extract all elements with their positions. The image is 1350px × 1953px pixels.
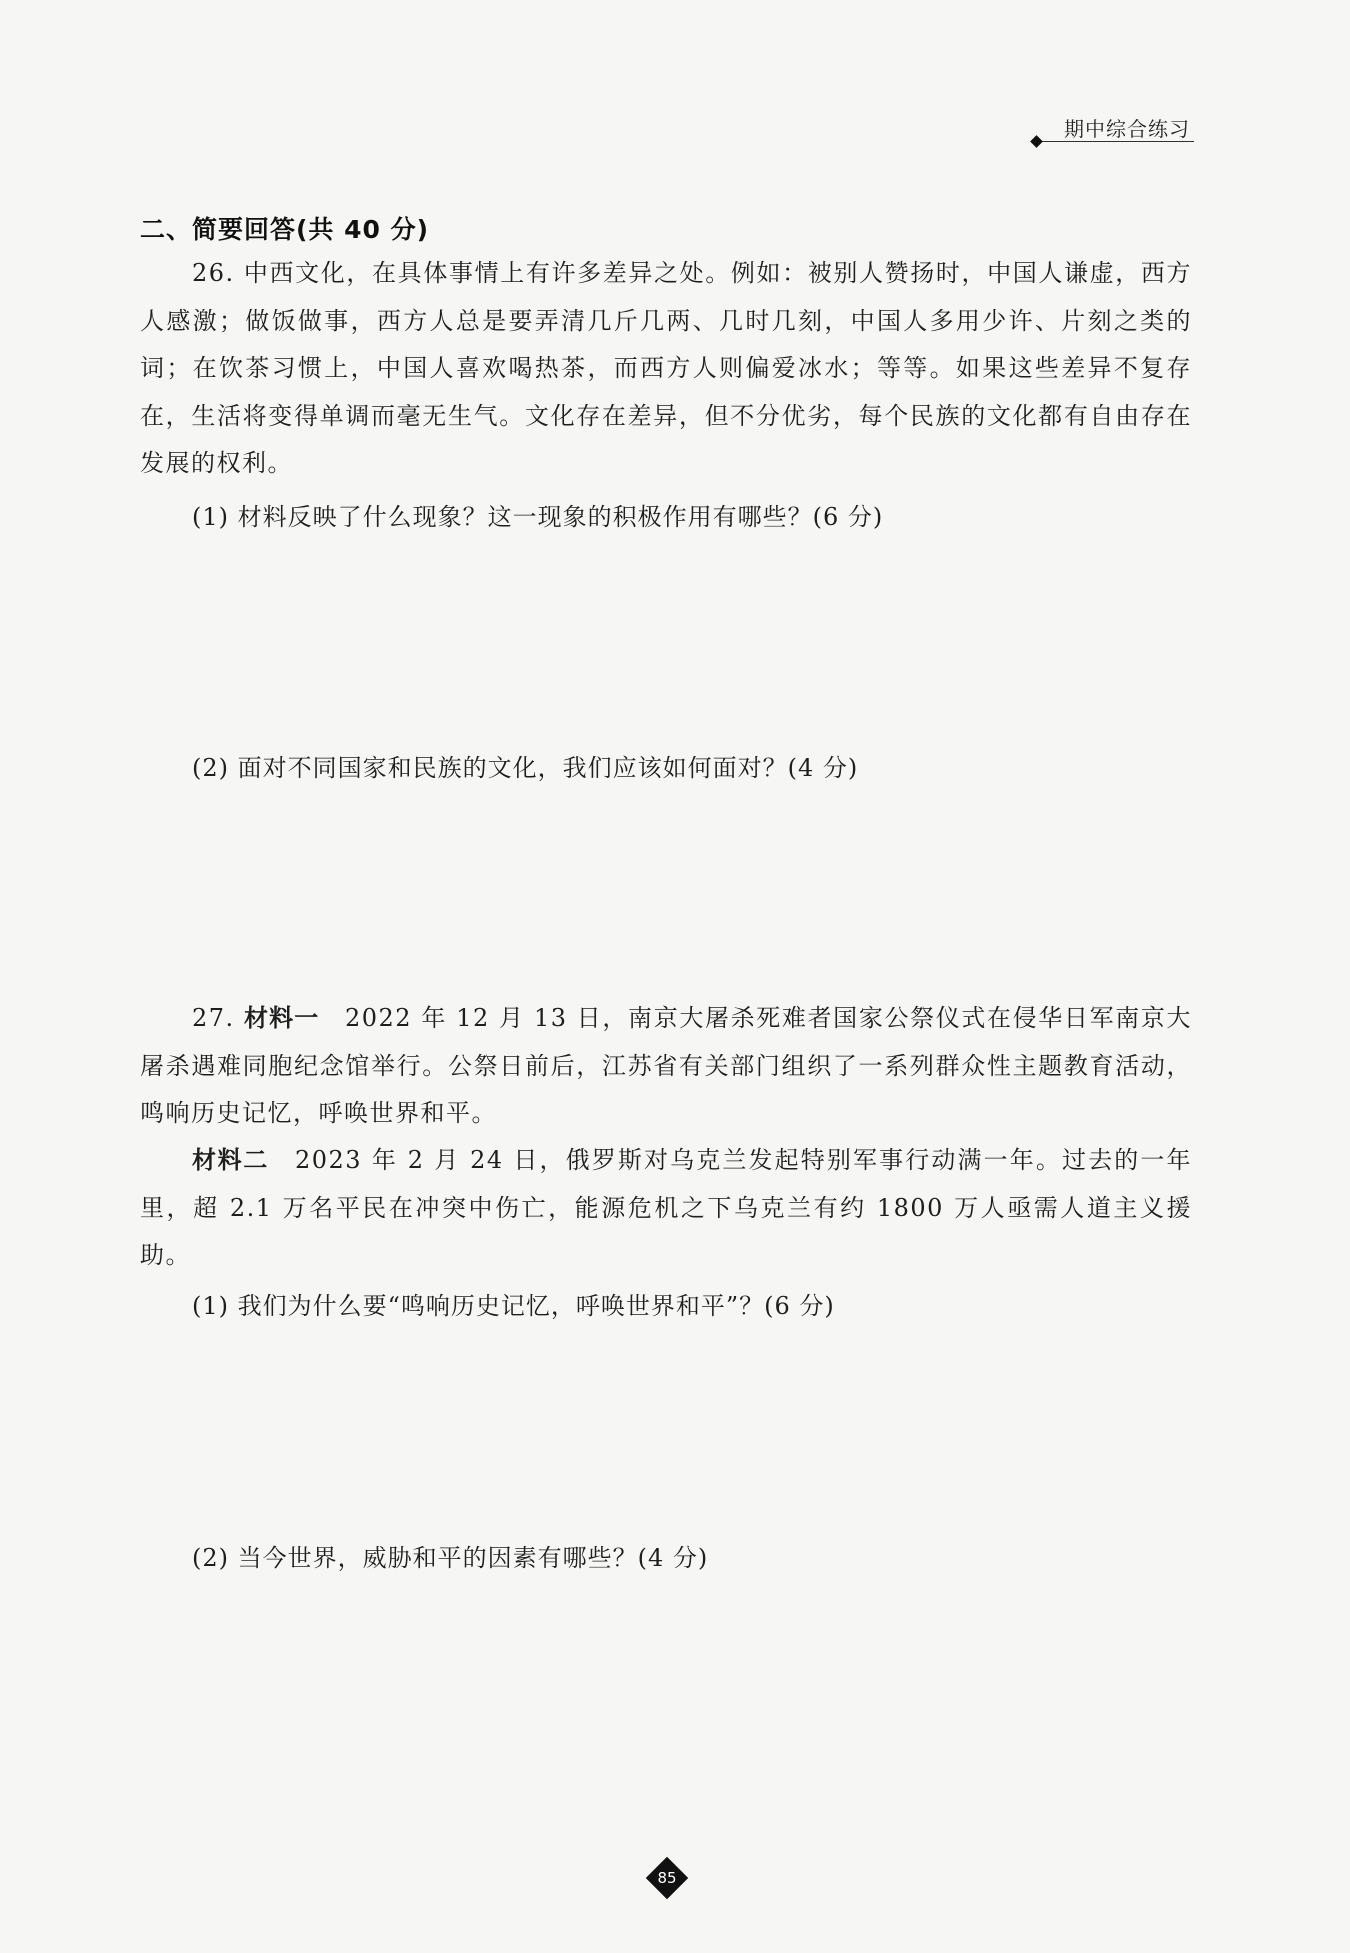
question-27-number: 27. bbox=[192, 1004, 244, 1032]
question-26-part-2: (2) 面对不同国家和民族的文化，我们应该如何面对？(4 分) bbox=[192, 754, 859, 782]
header-title: 期中综合练习 bbox=[1064, 117, 1190, 141]
page-header bbox=[1028, 113, 1194, 145]
material-2-label: 材料二 bbox=[192, 1146, 269, 1174]
page-number-badge bbox=[645, 1856, 689, 1900]
section-title: 二、简要回答(共 40 分) bbox=[140, 215, 430, 244]
question-26-part-1: (1) 材料反映了什么现象？这一现象的积极作用有哪些？(6 分) bbox=[192, 503, 884, 531]
page-number: 85 bbox=[657, 1869, 677, 1887]
question-27-material-1 bbox=[140, 995, 1192, 1138]
material-2-text: 2023 年 2 月 24 日，俄罗斯对乌克兰发起特别军事行动满一年。过去的一年里，超 2.1 万名平民在冲突中伤亡，能源危机之下乌克兰有约 1800 万人亟需人道主义援助。 bbox=[140, 1146, 1193, 1269]
material-1-label: 材料一 bbox=[243, 1004, 320, 1032]
question-27-part-1: (1) 我们为什么要“鸣响历史记忆，呼唤世界和平”？(6 分) bbox=[192, 1292, 835, 1320]
question-27-material-2 bbox=[140, 1137, 1192, 1280]
question-27-part-2: (2) 当今世界，威胁和平的因素有哪些？(4 分) bbox=[192, 1544, 709, 1572]
diamond-icon bbox=[1030, 135, 1043, 148]
header-rule bbox=[1042, 141, 1194, 142]
material-1-text: 2022 年 12 月 13 日，南京大屠杀死难者国家公祭仪式在侵华日军南京大屠杀遇难同胞纪念馆举行。公祭日前后，江苏省有关部门组织了一系列群众性主题教育活动，鸣响历史记忆，呼唤世界和平。 bbox=[140, 1004, 1192, 1127]
question-26-text: 26. 中西文化，在具体事情上有许多差异之处。例如：被别人赞扬时，中国人谦虚，西方人感激；做饭做事，西方人总是要弄清几斤几两、几时几刻，中国人多用少许、片刻之类的词；在饮茶习惯上，中国人喜欢喝热茶，而西方人则偏爱冰水；等等。如果这些差异不复存在，生活将变得单调而毫无生气。文化存在差异，但不分优劣，每个民族的文化都有自由存在发展的权利。 bbox=[140, 259, 1192, 477]
